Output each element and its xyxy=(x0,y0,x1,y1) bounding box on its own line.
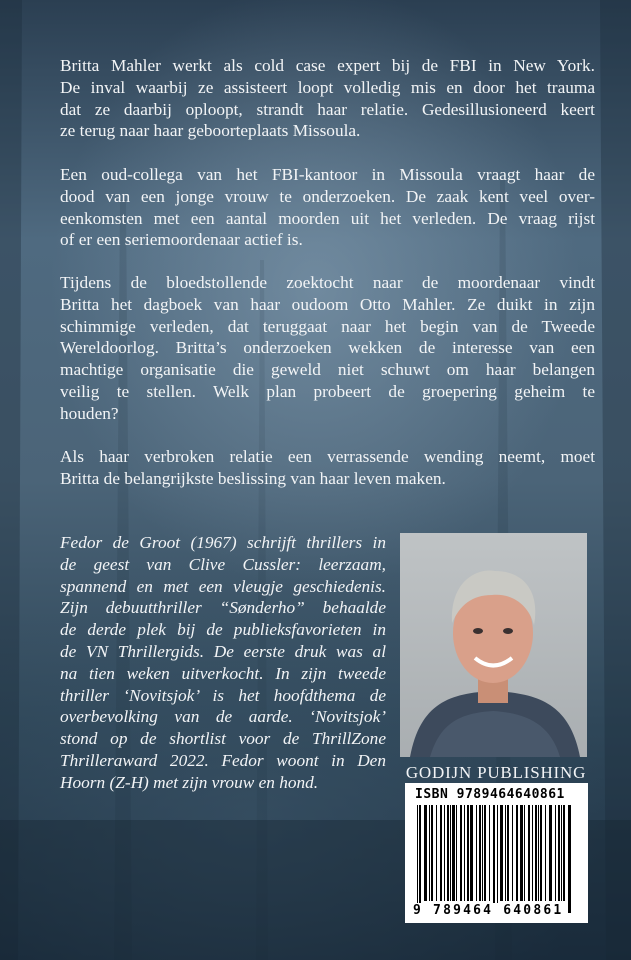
barcode-bars xyxy=(417,805,572,913)
blurb-line: dood van een jonge vrouw te onderzoeken. De zaak kent veel over- xyxy=(60,186,595,206)
bio-line: de derde plek bij de publieksfavorieten in xyxy=(60,620,386,640)
barcode-bar xyxy=(561,805,562,901)
barcode-bar xyxy=(563,805,565,901)
barcode-bar xyxy=(470,805,473,901)
blurb-line: schimmige verleden, dat teruggaat naar het begin van de Tweede xyxy=(60,316,595,336)
barcode-bar xyxy=(476,805,477,901)
barcode-bar xyxy=(532,805,533,901)
publisher-name: GODIJN PUBLISHING xyxy=(405,763,587,782)
barcode-bar xyxy=(482,805,483,901)
blurb-line: houden? xyxy=(60,403,119,423)
barcode-bar xyxy=(464,805,465,901)
barcode-bar xyxy=(444,805,445,901)
barcode-bar xyxy=(549,805,552,901)
blurb-line: Tijdens de bloedstollende zoektocht naar de moordenaar vindt xyxy=(60,273,595,292)
barcode-bar xyxy=(555,805,556,901)
barcode-bar xyxy=(540,805,542,901)
barcode-bar xyxy=(538,805,539,901)
barcode-bar xyxy=(500,805,503,901)
barcode-bar xyxy=(436,805,437,901)
bio-line: thriller ‘Novitsjok’ is het hoofdthema de xyxy=(60,685,386,705)
barcode-bar xyxy=(512,805,513,901)
bio-line: Fedor de Groot (1967) schrijft thrillers in xyxy=(60,533,386,552)
barcode-bar xyxy=(424,805,427,901)
blurb-line: Een oud-collega van het FBI-kantoor in Missoula vraagt haar de xyxy=(60,165,595,184)
blurb-line: Wereldoorlog. Britta’s onderzoeken wekken de interesse van een xyxy=(60,338,595,358)
barcode-bar xyxy=(516,805,518,901)
barcode-bar xyxy=(558,805,560,901)
bio-line: Zijn debuutthriller “Sønderho” behaalde xyxy=(60,598,386,618)
blurb-line: De inval waarbij ze assisteert loopt volledig mis en door het trauma xyxy=(60,77,595,97)
blurb-paragraph xyxy=(60,446,595,490)
barcode-bar xyxy=(440,805,442,901)
isbn-digits: 9 789464 640861 xyxy=(413,903,564,918)
isbn-label: ISBN 9789464640861 xyxy=(415,787,565,802)
blurb-paragraph xyxy=(60,55,595,142)
barcode-bar xyxy=(524,805,525,901)
blurb-line: Britta Mahler werkt als cold case expert bij de FBI in New York. xyxy=(60,56,595,75)
barcode-bar xyxy=(535,805,537,901)
bio-line: de geest van Clive Cussler: leerzaam, xyxy=(60,554,386,574)
bio-line: spannend en met een vleugje geschiedenis. xyxy=(60,576,386,596)
barcode-bar xyxy=(479,805,481,901)
barcode-bar xyxy=(452,805,455,901)
barcode-bar xyxy=(505,805,506,901)
blurb-paragraph xyxy=(60,164,595,251)
barcode-bar xyxy=(484,805,486,901)
bio-line: Hoorn (Z-H) met zijn vrouw en hond. xyxy=(60,772,319,792)
barcode-bar xyxy=(528,805,530,901)
blurb-line: Britta de belangrijkste beslissing van haar leven maken. xyxy=(60,468,446,488)
barcode-bar xyxy=(489,805,490,901)
barcode-bar xyxy=(497,805,498,913)
bio-line: na tien weken uitverkocht. In zijn tweede xyxy=(60,663,386,683)
blurb-line: machtige organisatie die geweld niet schuwt om haar belangen xyxy=(60,360,595,380)
author-photo xyxy=(400,533,587,757)
barcode-bar xyxy=(493,805,495,913)
blurb-line: ze terug naar haar geboorteplaats Missoula. xyxy=(60,121,361,141)
blurb-line: dat ze daarbij oploopt, strandt haar relatie. Gedesillusioneerd keert xyxy=(60,99,595,119)
barcode-bar xyxy=(431,805,433,901)
barcode-bar xyxy=(429,805,430,901)
blurb-paragraph xyxy=(60,272,595,425)
barcode-bar xyxy=(460,805,462,901)
blurb-line: veilig te stellen. Welk plan probeert de groepering geheim te xyxy=(60,381,595,401)
barcode-bar xyxy=(520,805,523,901)
blurb-line: eenkomsten met een aantal moorden uit het verleden. De vraag rijst xyxy=(60,208,595,228)
barcode-bar xyxy=(417,805,418,913)
author-bio xyxy=(60,532,386,794)
barcode-bar xyxy=(545,805,546,901)
barcode-bar xyxy=(507,805,509,901)
bio-line: Thrilleraward 2022. Fedor woont in Den xyxy=(60,750,386,770)
barcode-bar xyxy=(419,805,421,913)
barcode-bar xyxy=(467,805,469,901)
barcode-bar xyxy=(456,805,457,901)
blurb-line: Britta het dagboek van haar oudoom Otto Mahler. Ze duikt in zijn xyxy=(60,294,595,314)
bio-line: de VN Thrillergids. De eerste druk was al xyxy=(60,641,386,661)
blurb-line: of er een seriemoordenaar actief is. xyxy=(60,230,303,250)
blurb-line: Als haar verbroken relatie een verrassende wending neemt, moet xyxy=(60,447,595,466)
author-portrait-illustration xyxy=(400,533,587,757)
bio-line: overbevolking van de aarde. ‘Novitsjok’ xyxy=(60,707,386,727)
barcode-bar xyxy=(447,805,449,901)
bio-line: stond op de shortlist voor de ThrillZone xyxy=(60,729,386,749)
isbn-barcode xyxy=(405,783,588,923)
barcode-bar xyxy=(450,805,451,901)
barcode-bar xyxy=(568,805,571,913)
